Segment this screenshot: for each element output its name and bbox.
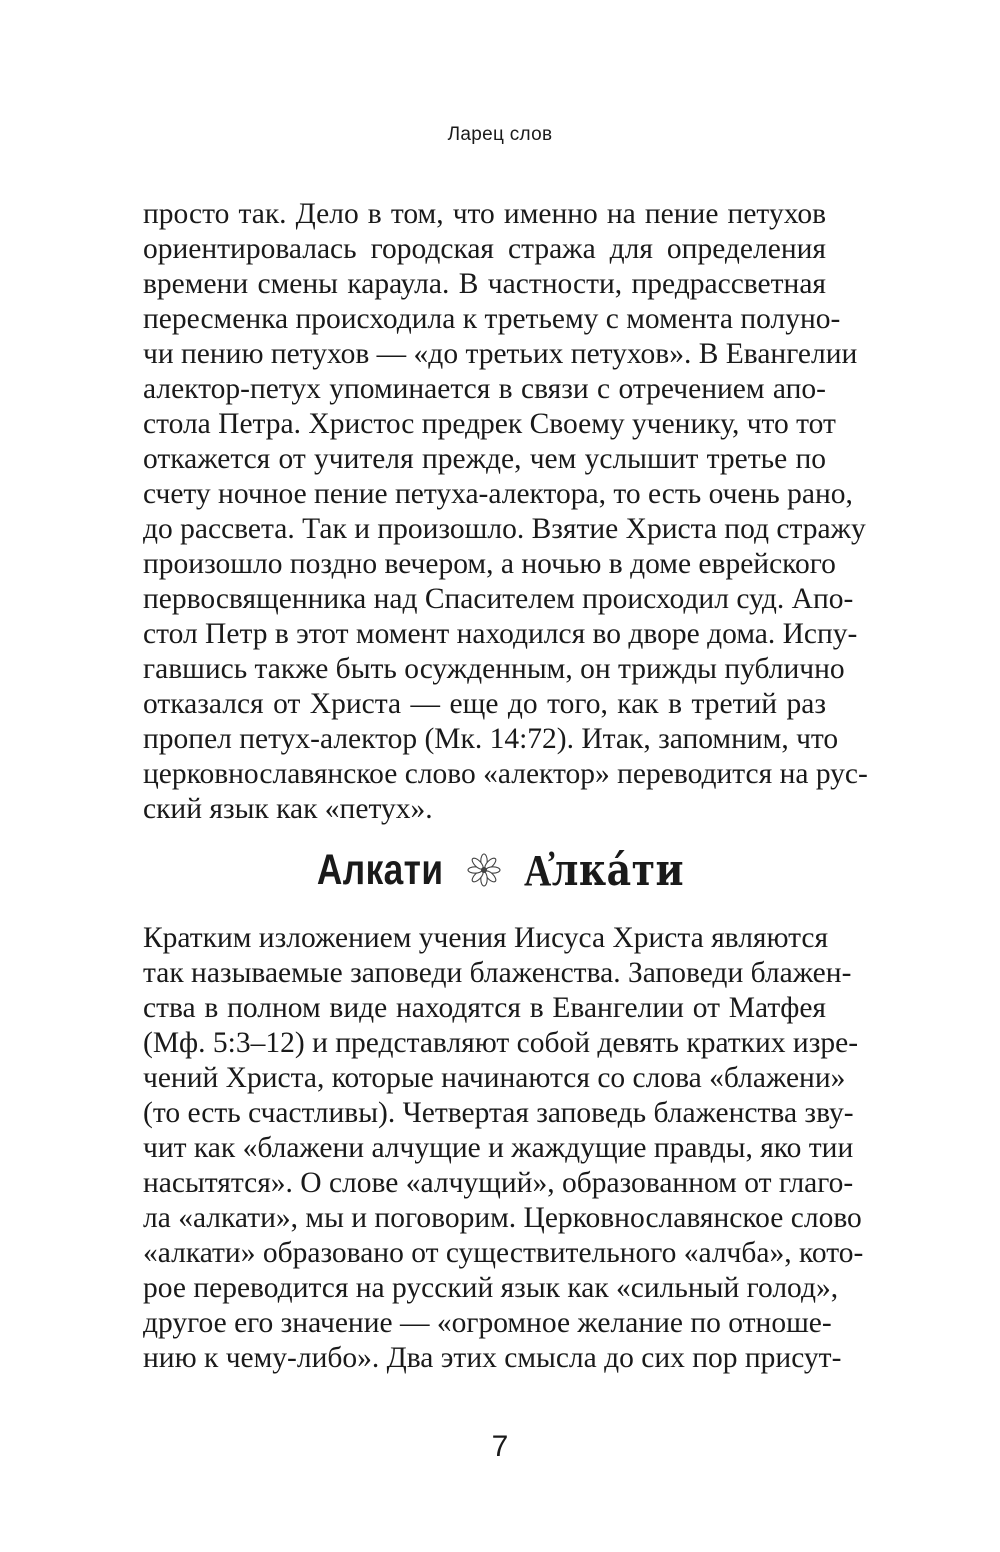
text-line: чит как «блажени алчущие и жаждущие правды, яко тии	[143, 1132, 854, 1164]
section-heading	[0, 838, 1000, 902]
text-line: алектор-петух упоминается в связи с отречением апо-	[143, 373, 826, 405]
text-line: ский язык как «петух».	[143, 793, 433, 825]
text-line: времени смены караула. В частности, предрассветная	[143, 268, 826, 300]
running-head: Ларец слов	[447, 124, 553, 145]
text-line: отказался от Христа — еще до того, как в третий раз	[143, 688, 826, 720]
text-line: откажется от учителя прежде, чем услышит третье по	[143, 443, 826, 475]
text-line: стола Петра. Христос предрек Своему ученику, что тот	[143, 408, 836, 440]
text-line: просто так. Дело в том, что именно на пение петухов	[143, 198, 826, 230]
text-line: первосвященника над Спасителем происходил суд. Апо-	[143, 583, 854, 615]
text-line: до рассвета. Так и произошло. Взятие Христа под стражу	[143, 513, 866, 545]
text-line: нию к чему-либо». Два этих смысла до сих пор присут-	[143, 1342, 842, 1374]
text-line: «алкати» образовано от существительного «алчба», кото-	[143, 1237, 864, 1269]
heading-slavonic: А҆лка́ти	[524, 844, 685, 896]
text-line: произошло поздно вечером, а ночью в доме еврейского	[143, 548, 836, 580]
text-line: чи пению петухов — «до третьих петухов». В Евангелии	[143, 338, 858, 370]
flower-ornament-icon	[467, 853, 501, 887]
text-line: другое его значение — «огромное желание по отноше-	[143, 1307, 832, 1339]
text-line: чений Христа, которые начинаются со слова «блажени»	[143, 1062, 846, 1094]
text-line: пересменка происходила к третьему с момента полуно-	[143, 303, 841, 335]
text-line: насытятся». О слове «алчущий», образованном от глаго-	[143, 1167, 854, 1199]
text-line: ориентировалась городская стража для определения	[143, 233, 826, 265]
text-line: счету ночное пение петуха-алектора, то есть очень рано,	[143, 478, 853, 510]
text-line: (Мф. 5:3–12) и представляют собой девять кратких изре-	[143, 1027, 859, 1059]
text-line: ла «алкати», мы и поговорим. Церковнославянское слово	[143, 1202, 862, 1234]
text-line: гавшись также быть осужденным, он трижды публично	[143, 653, 845, 685]
text-line: так называемые заповеди блаженства. Заповеди блажен-	[143, 957, 852, 989]
text-line: церковнославянское слово «алектор» переводится на рус-	[143, 758, 868, 790]
text-line: Кратким изложением учения Иисуса Христа являются	[143, 922, 829, 954]
heading-russian: Алкати	[316, 845, 444, 894]
text-line: (то есть счастливы). Четвертая заповедь блаженства зву-	[143, 1097, 854, 1129]
text-line: стол Петр в этот момент находился во дворе дома. Испу-	[143, 618, 858, 650]
page-number: 7	[491, 1430, 509, 1463]
text-line: ства в полном виде находятся в Евангелии от Матфея	[143, 992, 826, 1024]
text-line: рое переводится на русский язык как «сильный голод»,	[143, 1272, 839, 1304]
text-line: пропел петух-алектор (Мк. 14:72). Итак, запомним, что	[143, 723, 839, 755]
